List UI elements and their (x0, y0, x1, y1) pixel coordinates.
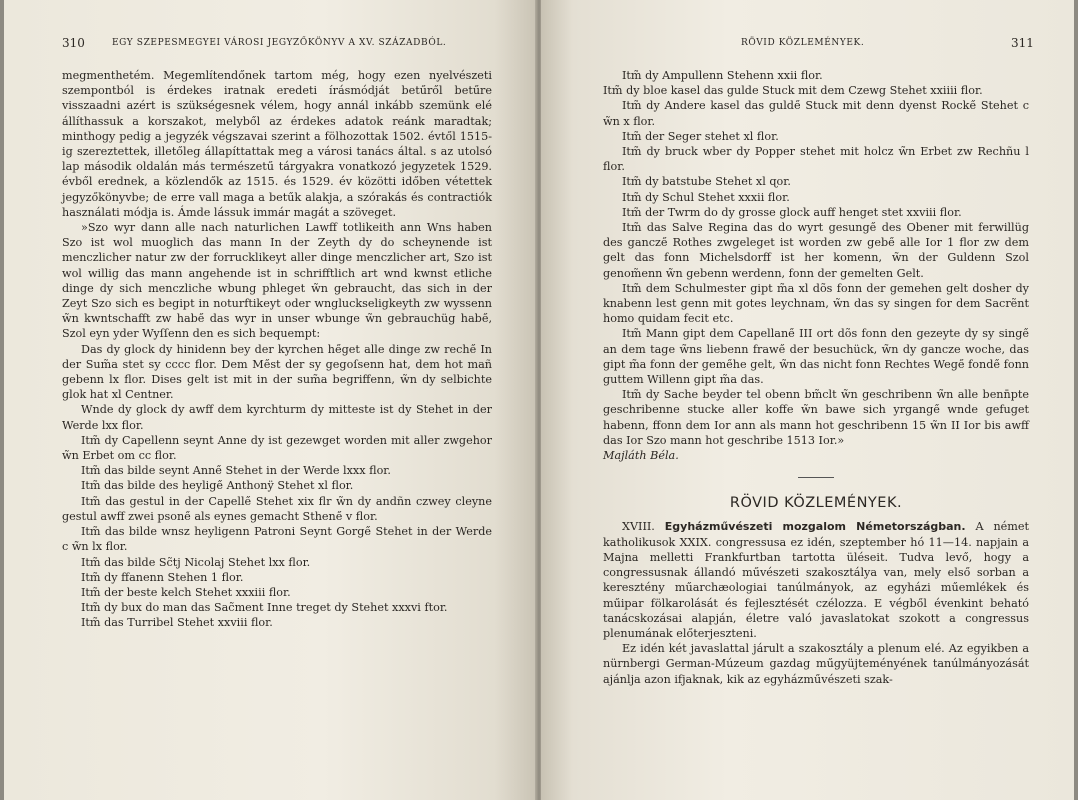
section-heading: RÖVID KÖZLEMÉNYEK. (729, 495, 903, 512)
paragraph: Itm̃ Mann gipt dem Capellane̋ III ort dõs fonn den gezeyte dy sy singe̋ an dem tage w̃ns liebenn frawe̋ der besuchück, w̃n dy gancze woche, das gipt m̃a fonn der geme̋he gelt, w̃n das nicht fonn Rechtes Wege̋ fonde̋ fonn guttem Willenn gipt m̃a das. (603, 327, 1029, 387)
right-page (541, 0, 1074, 800)
article-paragraph (603, 519, 1029, 641)
paragraph: Itm̃ dy bruck wber dy Popper stehet mit holcz w̃n Erbet zw Rechñu l flor. (603, 145, 1029, 174)
paragraph: Itm̃ das bilde des heylige̋ Anthonÿ Stehet xl flor. (81, 479, 354, 493)
article-title: Egyházművészeti mozgalom Németországban. (664, 520, 966, 534)
paragraph: Itm̃ der Seger stehet xl flor. (622, 129, 779, 143)
paragraph: Itm̃ dy bloe kasel das gulde Stuck mit dem Czewg Stehet xxiiii flor. (603, 84, 983, 98)
right-text-column (603, 68, 1029, 687)
paragraph: Itm̃ dy bux do man das Sac̃ment Inne treget dy Stehet xxxvi ftor. (81, 601, 448, 615)
page-number: 310 (62, 36, 85, 50)
article-text: A német katholikusok XXIX. congressusa ez idén, szeptember hó 11—14. napjain a Majna melletti Frankfurtban tartotta üléseit. Tudva levő, hogy a congressusnak állandó művészeti szakosztálya van, mely első sorban a keresztény műarchæologiai tanúlmányok, az egyházi műemlékek és műipar fölkarolását és fejlesztését czélozza. E végből évenkint beható tanácskozásai alapján, életre való javaslatokat szokott a congressus plenumának előterjeszteni. (603, 520, 1030, 640)
left-text-column (62, 68, 492, 631)
paragraph: Itm̃ der Twrm do dy grosse glock auff henget stet xxviii flor. (622, 205, 962, 219)
paragraph: Ez idén két javaslattal járult a szakosztály a plenum elé. Az egyikben a nürnbergi German-Múzeum gazdag műgyüjteményének tanúlmányozását ajánlja azon ifjaknak, kik az egyházművészeti szak- (603, 642, 1029, 686)
divider-rule (798, 477, 834, 478)
paragraph: Itm̃ dem Schulmester gipt m̃a xl dõs fonn der gemehen gelt dosher dy knabenn lest genn mit gotes leychnam, w̃n das sy singen for dem Sacrẽnt homo quidam fecit etc. (603, 281, 1029, 326)
paragraph: Itm̃ das bilde wnsz heyligenn Patroni Seynt Gorge̋ Stehet in der Werde c w̃n lx flor. (62, 525, 492, 554)
paragraph: Itm̃ das Salve Regina das do wyrt gesunge̋ des Obener mit ferwillüg des gancze̋ Rothes zwgeleget ist worden zw gebe̋ alle Ior 1 flor zw dem gelt das fonn Michelsdorff ist her komenn, w̃n der Guldenn Szol genom̃enn w̃n gebenn werdenn, fonn der gemelten Gelt. (603, 221, 1029, 280)
paragraph: Itm̃ das bilde seynt Anne̋ Stehet in der Werde lxxx flor. (81, 464, 391, 478)
paragraph: Itm̃ dy batstube Stehet xl ɋor. (622, 175, 791, 189)
paragraph: Wnde dy glock dy awff dem kyrchturm dy mitteste ist dy Stehet in der Werde lxx flor. (62, 403, 492, 432)
paragraph: Itm̃ dy Ampullenn Stehenn xxii flor. (622, 69, 823, 82)
paragraph: Itm̃ der beste kelch Stehet xxxiii flor. (81, 585, 291, 599)
paragraph: »Szo wyr dann alle nach naturlichen Lawff totlikeith ann Wns haben Szo ist wol muoglich das mann In der Zeyth dy do scheynende ist menczlicher natur zw der forrucklikeyt aller dinge menczlicher art, Szo ist wol willig das mann angehende ist in schrifftlich art wnd kwnst etliche dinge dy sich menczliche wbung phleget w̃n gebraucht, das sich in der Zeyt Szo sich es begipt in noturftikeyt oder wngluckseligkeyth zw wyssenn w̃n kwntschafft zw habe̋ das wyr in unser wbunge w̃n gebrauchüg habe̋, Szol eyn yder Wyſſenn den es sich bequempt: (62, 221, 492, 341)
signature: Majláth Béla. (603, 449, 679, 463)
page-number: 311 (1011, 36, 1034, 50)
paragraph: Itm̃ dy Capellenn seynt Anne dy ist gezewget worden mit aller zwgehor w̃n Erbet om cc flor. (62, 433, 492, 463)
paragraph: Itm̃ dy ffanenn Stehen 1 flor. (81, 570, 244, 584)
paragraph: Itm̃ das gestul in der Capelle̋ Stehet xix flr w̃n dy andñn czwey cleyne gestul awff zwei psone̋ als eynes gemacht Sthene̋ v flor. (62, 494, 492, 523)
paragraph: megmenthetém. Megemlítendőnek tartom még, hogy ezen nyelvészeti szempontból is érdekes iratnak eredeti írásmódját betűről betűre visszaadni azért is szükségesnek vélem, hogy annál inkább szemünk elé állíthassuk a korszakot, melyből az érdekes adatok reánk maradtak; minthogy pedig a jegyzék végszavai szerint a fölhozottak 1502. évtől 1515-ig szereztettek, illetőleg állapíttattak meg a városi tanács által. s az utolsó lap második oldalán más természetű tárgyakra vonatkozó jegyzetek 1529. évből erednek, a közlendők az 1515. és 1529. év közötti időben vétettek jegyzőkönyvbe; de erre vall maga a betűk alakja, a szórakás és contractiók használati módja is. Ámde lássuk immár magát a szöveget. (62, 69, 492, 219)
paragraph: Itm̃ dy Schul Stehet xxxii flor. (622, 190, 790, 204)
paragraph: Itm̃ dy Sache beyder tel obenn bm̃clt w̃n geschribenn w̃n alle benn̄pte geschribenne stucke aller koffe w̃n bawe sich yrgange̋ wnde gefuget habenn, ffonn dem Ior ann als mann hot geschribenn 15 w̃n II Ior bis awff das Ior Szo mann hot geschribe 1513 Ior.» (603, 388, 1029, 447)
running-head: RÖVID KÖZLEMÉNYEK. (741, 38, 865, 48)
paragraph: Das dy glock dy hinidenn bey der kyrchen he̋get alle dinge zw reche̋ In der Sum̃a stet sy cccc flor. Dem Me̋st der sy gegoſsenn hat, dem hot mañ gebenn lx flor. Dises gelt ist mit in der sum̃a begriffenn, w̃n dy selbichte glok hat xl Centner. (62, 342, 492, 402)
left-page (4, 0, 537, 800)
running-head: EGY SZEPESMEGYEI VÁROSI JEGYZŐKÖNYV A XV. SZÁZADBÓL. (112, 38, 447, 48)
paragraph: Itm̃ das Turribel Stehet xxviii flor. (81, 616, 273, 630)
paragraph: Itm̃ das bilde Sc̃tj Nicolaj Stehet lxx flor. (81, 555, 311, 569)
item-number: XVIII. (622, 520, 655, 534)
paragraph: Itm̃ dy Andere kasel das gulde̋ Stuck mit denn dyenst Rocke̋ Stehet c w̃n x flor. (603, 99, 1029, 128)
